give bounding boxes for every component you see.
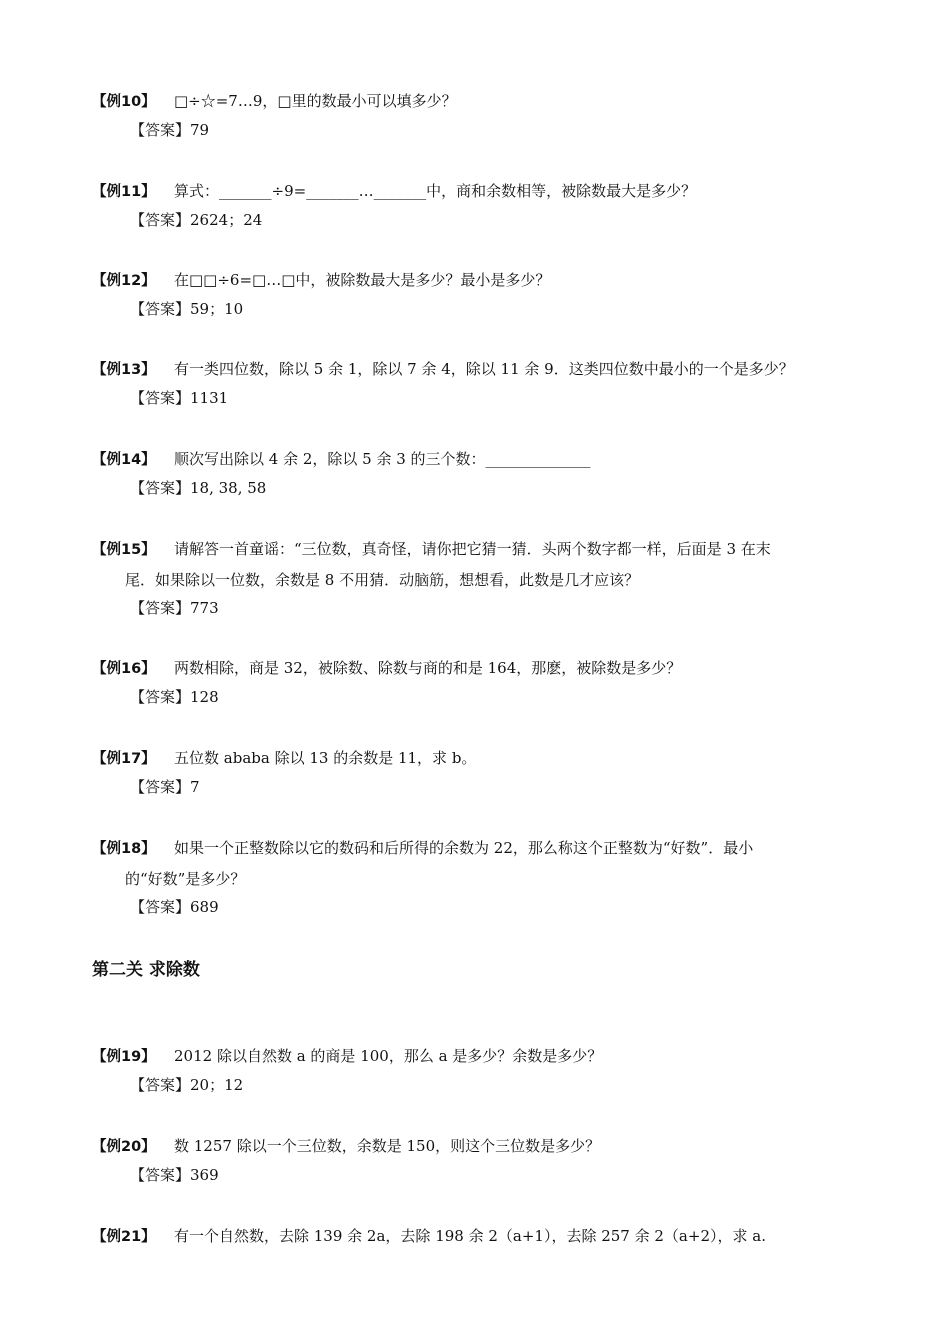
answer-label: 【答案】 bbox=[130, 211, 191, 229]
example-15 bbox=[92, 534, 872, 621]
example-tag: 【例11】 bbox=[92, 184, 156, 200]
question-text-continued: 的“好数”是多少？ bbox=[125, 870, 246, 888]
answer-text: 369 bbox=[190, 1166, 219, 1184]
answer-label: 【答案】 bbox=[130, 479, 191, 497]
example-13 bbox=[92, 354, 872, 411]
question-text: 如果一个正整数除以它的数码和后所得的余数为 22，那么称这个正整数为“好数”．最小 bbox=[174, 839, 754, 857]
example-tag: 【例18】 bbox=[92, 841, 156, 857]
question-text: 请解答一首童谣：“三位数，真奇怪，请你把它猜一猜．头两个数字都一样，后面是 3 在末 bbox=[174, 540, 771, 558]
question-text: 数 1257 除以一个三位数，余数是 150，则这个三位数是多少？ bbox=[174, 1137, 601, 1155]
answer-label: 【答案】 bbox=[130, 1166, 191, 1184]
answer-label: 【答案】 bbox=[130, 121, 191, 139]
example-18 bbox=[92, 833, 872, 920]
question-text: 两数相除，商是 32，被除数、除数与商的和是 164，那麽，被除数是多少？ bbox=[174, 659, 682, 677]
answer-text: 773 bbox=[190, 599, 219, 617]
example-tag: 【例17】 bbox=[92, 751, 156, 767]
section-title: 第二关 求除数 bbox=[92, 960, 200, 980]
example-tag: 【例19】 bbox=[92, 1049, 156, 1065]
answer-text: 1131 bbox=[190, 389, 229, 407]
example-12 bbox=[92, 265, 872, 322]
question-text-continued: 尾．如果除以一位数，余数是 8 不用猜．动脑筋，想想看，此数是几才应该？ bbox=[125, 571, 640, 589]
example-tag: 【例12】 bbox=[92, 273, 156, 289]
example-14 bbox=[92, 444, 872, 501]
answer-text: 7 bbox=[190, 778, 200, 796]
example-tag: 【例15】 bbox=[92, 542, 156, 558]
question-text: 五位数 ababa 除以 13 的余数是 11，求 b。 bbox=[174, 749, 477, 767]
example-tag: 【例20】 bbox=[92, 1139, 156, 1155]
example-tag: 【例10】 bbox=[92, 94, 156, 110]
answer-label: 【答案】 bbox=[130, 389, 191, 407]
question-text: 有一类四位数，除以 5 余 1，除以 7 余 4，除以 11 余 9．这类四位数中最小的一个是多少？ bbox=[174, 360, 794, 378]
answer-text: 689 bbox=[190, 898, 219, 916]
example-19 bbox=[92, 1041, 872, 1098]
example-16 bbox=[92, 653, 872, 710]
question-text: 算式：_______÷9=_______…_______中，商和余数相等，被除数最大是多少？ bbox=[174, 182, 697, 200]
question-text: 在□□÷6=□…□中，被除数最大是多少？最小是多少？ bbox=[174, 271, 551, 289]
answer-label: 【答案】 bbox=[130, 778, 191, 796]
question-text: 顺次写出除以 4 余 2，除以 5 余 3 的三个数：______________ bbox=[174, 450, 591, 468]
question-text: 2012 除以自然数 a 的商是 100，那么 a 是多少？余数是多少？ bbox=[174, 1047, 603, 1065]
answer-label: 【答案】 bbox=[130, 1076, 191, 1094]
answer-label: 【答案】 bbox=[130, 300, 191, 318]
example-17 bbox=[92, 743, 872, 800]
example-tag: 【例21】 bbox=[92, 1229, 156, 1245]
answer-label: 【答案】 bbox=[130, 898, 191, 916]
answer-text: 128 bbox=[190, 688, 219, 706]
answer-label: 【答案】 bbox=[130, 688, 191, 706]
example-10 bbox=[92, 86, 872, 143]
example-20 bbox=[92, 1131, 872, 1188]
answer-label: 【答案】 bbox=[130, 599, 191, 617]
example-21 bbox=[92, 1221, 872, 1252]
example-tag: 【例13】 bbox=[92, 362, 156, 378]
example-tag: 【例16】 bbox=[92, 661, 156, 677]
answer-text: 59；10 bbox=[190, 300, 244, 318]
example-11 bbox=[92, 176, 872, 233]
example-tag: 【例14】 bbox=[92, 452, 156, 468]
answer-text: 79 bbox=[190, 121, 210, 139]
answer-text: 2624；24 bbox=[190, 211, 263, 229]
question-text: 有一个自然数，去除 139 余 2a，去除 198 余 2（a+1），去除 257 余 2（a+2），求 a. bbox=[174, 1227, 766, 1245]
question-text: □÷☆=7…9，□里的数最小可以填多少？ bbox=[174, 92, 457, 110]
answer-text: 20；12 bbox=[190, 1076, 244, 1094]
answer-text: 18, 38, 58 bbox=[190, 479, 267, 497]
